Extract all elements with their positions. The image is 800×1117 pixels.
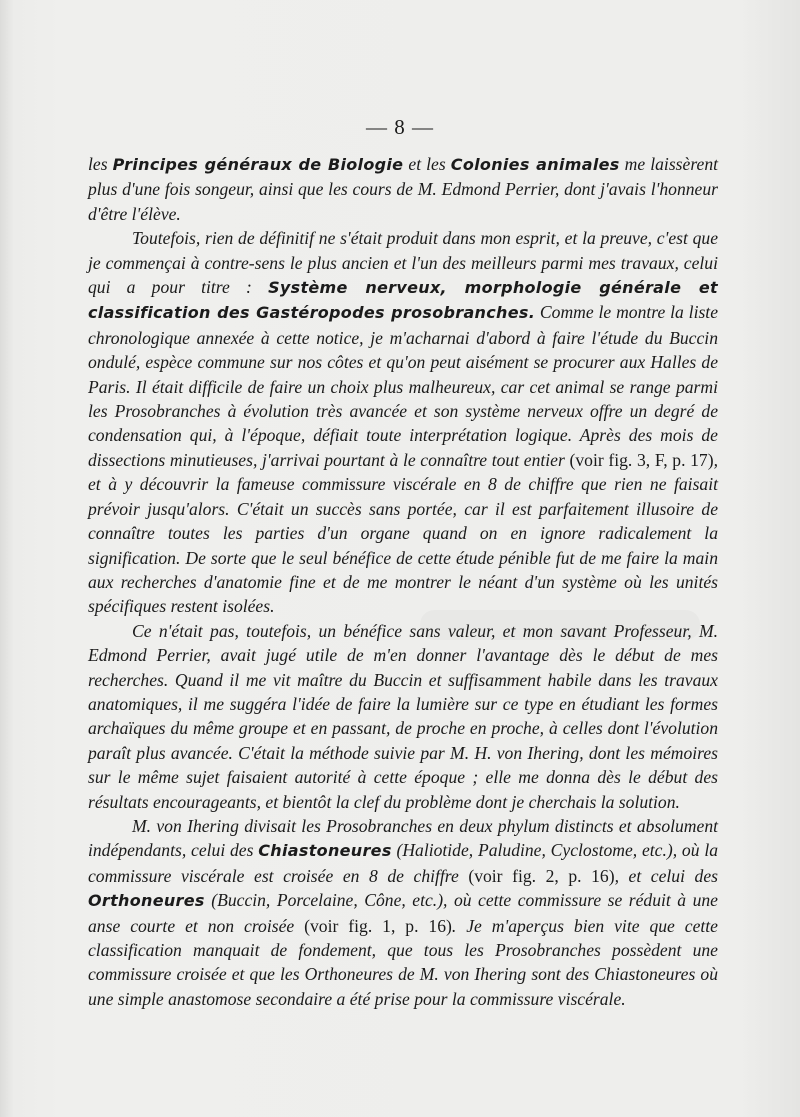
- body-text: [88, 152, 718, 1011]
- text-run: Toutefois, rien de définitif ne s'était produit dans mon esprit, et la preuve, c'est que je commençai à contre-sens le plus ancien et l'un des meilleurs parmi mes travaux, celui qui a pour titre :: [88, 228, 718, 298]
- paragraph: [88, 226, 718, 619]
- text-run: , et à y découvrir la fameuse commissure viscérale en 8 de chiffre que rien ne faisait prévoir jusqu'alors. C'était un succès sans portée, car il est parfaitement illusoire de connaître toutes les parties d'un organe quand on en ignore radicalement la signification. De sorte que le seul bénéfice de cette étude pénible fut de me faire la main aux recherches d'anatomie fine et de me montrer le néant d'un système où les unités spécifiques restent isolées.: [88, 449, 718, 617]
- text-run: , et celui des: [614, 865, 718, 886]
- paragraph: [88, 814, 718, 1011]
- text-run: M. von Ihering divisait les Prosobranches en deux phylum distincts et absolument indépendants, celui des: [88, 815, 718, 861]
- text-run: les: [88, 154, 113, 174]
- page-number: — 8 —: [366, 115, 434, 139]
- text-run: . Je m'aperçus bien vite que cette classification manquait de fondement, que tous les Prosobranches possèdent une commissure croisée et que les Orthoneures de M. von Ihering sont des Chiastoneures où une simple anastomose secondaire a été prise pour la commissure viscérale.: [88, 915, 718, 1009]
- figure-reference: (voir fig. 3, F, p. 17): [569, 449, 714, 470]
- figure-reference: (voir fig. 2, p. 16): [468, 865, 615, 886]
- bold-term: Chiastoneures: [258, 841, 392, 861]
- paragraph: [88, 619, 718, 814]
- bold-term: Colonies animales: [450, 155, 620, 174]
- text-run: me laissèrent plus d'une fois songeur, ainsi que les cours de M. Edmond Perrier, dont j'avais l'honneur d'être l'élève.: [88, 154, 719, 224]
- text-run: (Buccin, Porcelaine, Cône, etc.), où cette commissure se réduit à une anse courte et non croisée: [88, 890, 718, 936]
- paragraph: [88, 152, 718, 226]
- bold-term: Principes généraux de Biologie: [112, 155, 404, 174]
- text-run: Ce n'était pas, toutefois, un bénéfice sans valeur, et mon savant Professeur, M. Edmond Perrier, avait jugé utile de m'en donner l'avantage dès le début de mes recherches. Quand il me vit maître du Buccin et suffisamment habile dans les travaux anatomiques, il me suggéra l'idée de faire la lumière sur ce type en étudiant les formes archaïques du même groupe et en passant, de proche en proche, à celles dont l'évolution paraît plus avancée. C'était la méthode suivie par M. H. von Ihering, dont les mémoires sur le même sujet faisaient autorité à cette époque ; elle me donna dès le début des résultats encourageants, et bientôt la clef du problème dont je cherchais la solution.: [88, 620, 718, 812]
- bold-term: Orthoneures: [88, 891, 205, 911]
- bold-term: Système nerveux, morphologie générale et classification des Gastéropodes prosobranches.: [88, 278, 718, 323]
- figure-reference: (voir fig. 1, p. 16): [304, 915, 452, 936]
- text-run: (Haliotide, Paludine, Cyclostome, etc.), où la commissure viscérale est croisée en 8 de chiffre: [88, 840, 718, 886]
- text-run: Comme le montre la liste chronologique annexée à cette notice, je m'acharnai d'abord à faire l'étude du Buccin ondulé, espèce commune sur nos côtes et qu'on peut aisément se procurer aux Halles de Paris. Il était difficile de faire un choix plus malheureux, car cet animal se range parmi les Prosobranches à évolution très avancée et son système nerveux offre un degré de condensation qui, à l'époque, défiait toute interprétation logique. Après des mois de dissections minutieuses, j'arrivai pourtant à le connaître tout entier: [88, 302, 718, 470]
- text-run: et les: [403, 154, 451, 174]
